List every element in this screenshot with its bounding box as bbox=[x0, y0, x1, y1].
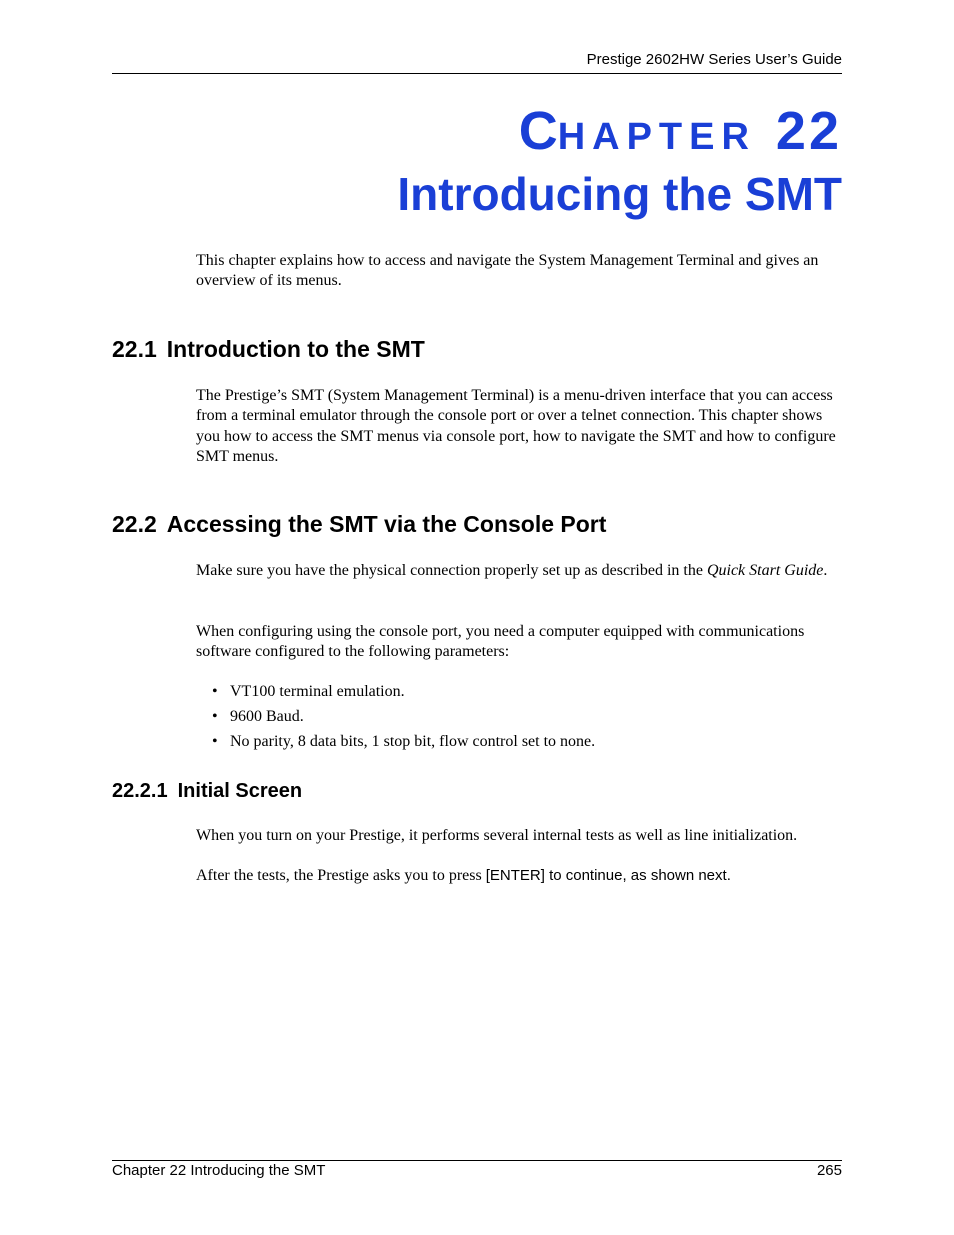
section-heading-22-2 bbox=[112, 510, 606, 538]
section-22-1-paragraph: The Prestige’s SMT (System Management Terminal) is a menu-driven interface that you can access from a terminal emulator through the console port or over a telnet connection. This chapter shows you how to access the SMT menus via console port, how to navigate the SMT and how to configure SMT menus. bbox=[196, 387, 836, 465]
section-number: 22.1 bbox=[112, 336, 157, 362]
footer-chapter-title: Chapter 22 Introducing the SMT bbox=[112, 1162, 326, 1179]
chapter-title: Introducing the SMT bbox=[397, 168, 842, 220]
intro-paragraph: This chapter explains how to access and navigate the System Management Terminal and gives an overview of its menus. bbox=[196, 252, 819, 290]
section-number: 22.2 bbox=[112, 511, 157, 537]
quick-start-guide-reference: Quick Start Guide bbox=[706, 562, 824, 579]
chapter-label bbox=[519, 100, 842, 176]
footer-divider bbox=[112, 1160, 842, 1161]
section-22-2-1-paragraph-1: When you turn on your Prestige, it performs several internal tests as well as line initialization. bbox=[196, 827, 798, 844]
text-run: After the tests, the Prestige asks you to press bbox=[196, 867, 486, 884]
header-divider bbox=[112, 73, 842, 74]
chapter-number: 22 bbox=[775, 101, 842, 161]
section-22-2-1-paragraph-2 bbox=[196, 866, 844, 886]
text-run: . bbox=[823, 562, 828, 579]
list-item: • 9600 Baud. bbox=[212, 707, 595, 727]
chapter-label-rest: HAPTER bbox=[557, 116, 756, 158]
section-heading-22-1 bbox=[112, 335, 425, 363]
section-title: Introduction to the SMT bbox=[166, 336, 425, 362]
section-title: Accessing the SMT via the Console Port bbox=[166, 511, 607, 537]
enter-key-prompt: [ENTER] to continue bbox=[485, 867, 623, 884]
console-parameters-list bbox=[212, 682, 595, 757]
section-22-2-paragraph-1 bbox=[196, 561, 844, 581]
section-title: Initial Screen bbox=[177, 780, 303, 802]
list-item: • VT100 terminal emulation. bbox=[212, 682, 595, 702]
running-header-title: Prestige 2602HW Series User’s Guide bbox=[586, 51, 842, 68]
section-heading-22-2-1 bbox=[112, 779, 302, 803]
chapter-label-initial: C bbox=[518, 101, 558, 161]
list-item: • No parity, 8 data bits, 1 stop bit, flow control set to none. bbox=[212, 732, 595, 752]
section-number: 22.2.1 bbox=[112, 780, 168, 802]
text-run: Make sure you have the physical connection properly set up as described in the bbox=[196, 562, 707, 579]
text-run: , as shown next. bbox=[622, 867, 731, 884]
section-22-2-paragraph-2: When configuring using the console port, you need a computer equipped with communications software configured to the following parameters: bbox=[196, 623, 805, 661]
page-number: 265 bbox=[816, 1162, 842, 1179]
